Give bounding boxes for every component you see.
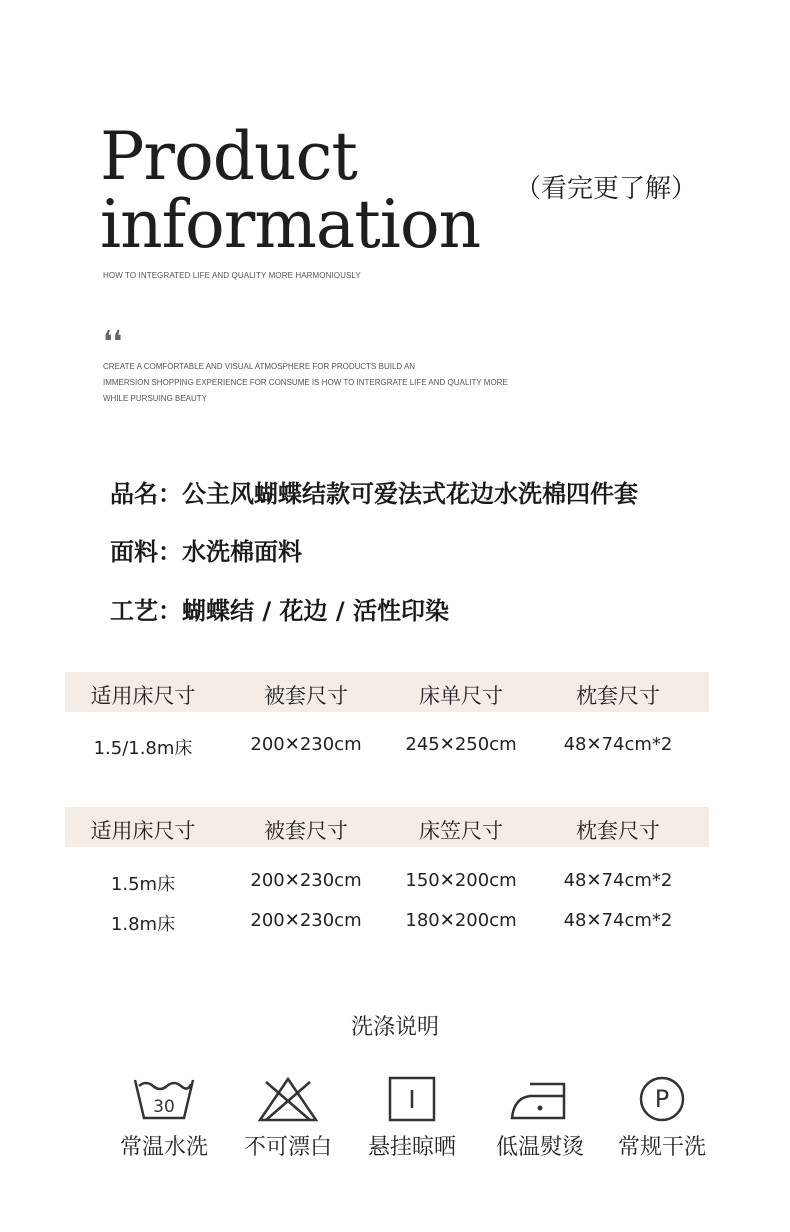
tagline: HOW TO INTEGRATED LIFE AND QUALITY MORE HARMONIOUSLY (103, 271, 361, 280)
table-cell: 48✕74cm*2 (563, 734, 673, 755)
info-fabric (110, 532, 302, 567)
info-label: 面料： (110, 538, 182, 566)
table-cell: 245✕250cm (405, 734, 517, 755)
table-cell: 48✕74cm*2 (563, 870, 673, 891)
table-header-cell: 适用床尺寸 (90, 684, 196, 708)
table-header-cell: 枕套尺寸 (576, 684, 660, 708)
table-cell: 200✕230cm (250, 870, 362, 891)
wash-item-low-iron (478, 1076, 602, 1161)
wash-item-normal-wash (102, 1076, 226, 1161)
description-line: WHILE PURSUING BEAUTY (103, 394, 208, 403)
table-cell: 150✕200cm (405, 870, 517, 891)
table-header-cell: 床笠尺寸 (419, 819, 503, 843)
table-header-cell: 被套尺寸 (264, 684, 348, 708)
info-product-name (110, 474, 638, 509)
size-table-header (65, 672, 709, 712)
wash-30-icon (132, 1076, 196, 1122)
table-row (65, 910, 709, 940)
wash-temp-text: 30 (153, 1097, 175, 1117)
info-label: 品名： (110, 480, 182, 508)
info-label: 工艺： (110, 597, 182, 625)
table-header-cell: 被套尺寸 (264, 819, 348, 843)
page-title-line2: information (100, 186, 481, 263)
quote-icon: ❛❛ (103, 325, 123, 360)
wash-item-dry-clean (600, 1076, 724, 1161)
wash-label: 常规干洗 (617, 1135, 706, 1160)
wash-item-hang-dry (350, 1076, 474, 1161)
table-header-cell: 床单尺寸 (419, 684, 503, 708)
table-cell: 1.8m床 (110, 914, 176, 935)
table-cell: 200✕230cm (250, 910, 362, 931)
page-title-line1: Product (100, 118, 357, 195)
page-subtitle: （看完更了解） (515, 174, 698, 204)
table-row (65, 870, 709, 900)
iron-low-icon (508, 1076, 572, 1122)
wash-label: 常温水洗 (119, 1135, 208, 1160)
dry-clean-p-icon (630, 1076, 694, 1122)
table-cell: 1.5m床 (110, 874, 176, 895)
wash-label: 低温熨烫 (495, 1135, 584, 1160)
wash-label: 悬挂晾晒 (367, 1135, 456, 1160)
table-cell: 180✕200cm (405, 910, 517, 931)
dry-clean-letter: P (654, 1085, 670, 1113)
table-row (65, 734, 709, 764)
info-craft (110, 591, 449, 626)
info-value: 蝴蝶结 / 花边 / 活性印染 (182, 597, 449, 625)
wash-item-no-bleach (226, 1076, 350, 1161)
wash-section-title: 洗涤说明 (350, 1015, 439, 1040)
info-value: 公主风蝴蝶结款可爱法式花边水洗棉四件套 (182, 480, 638, 508)
table-header-cell: 适用床尺寸 (90, 819, 196, 843)
size-table-header (65, 807, 709, 847)
table-cell: 48✕74cm*2 (563, 910, 673, 931)
hang-dry-icon (380, 1076, 444, 1122)
no-bleach-icon (256, 1076, 320, 1122)
table-cell: 1.5/1.8m床 (93, 738, 193, 759)
info-value: 水洗棉面料 (182, 538, 302, 566)
wash-label: 不可漂白 (243, 1135, 332, 1160)
description-line: CREATE A COMFORTABLE AND VISUAL ATMOSPHERE FOR PRODUCTS BUILD AN (103, 362, 416, 371)
description-line: IMMERSION SHOPPING EXPERIENCE FOR CONSUME IS HOW TO INTERGRATE LIFE AND QUALITY MORE (103, 378, 508, 387)
table-header-cell: 枕套尺寸 (576, 819, 660, 843)
table-cell: 200✕230cm (250, 734, 362, 755)
